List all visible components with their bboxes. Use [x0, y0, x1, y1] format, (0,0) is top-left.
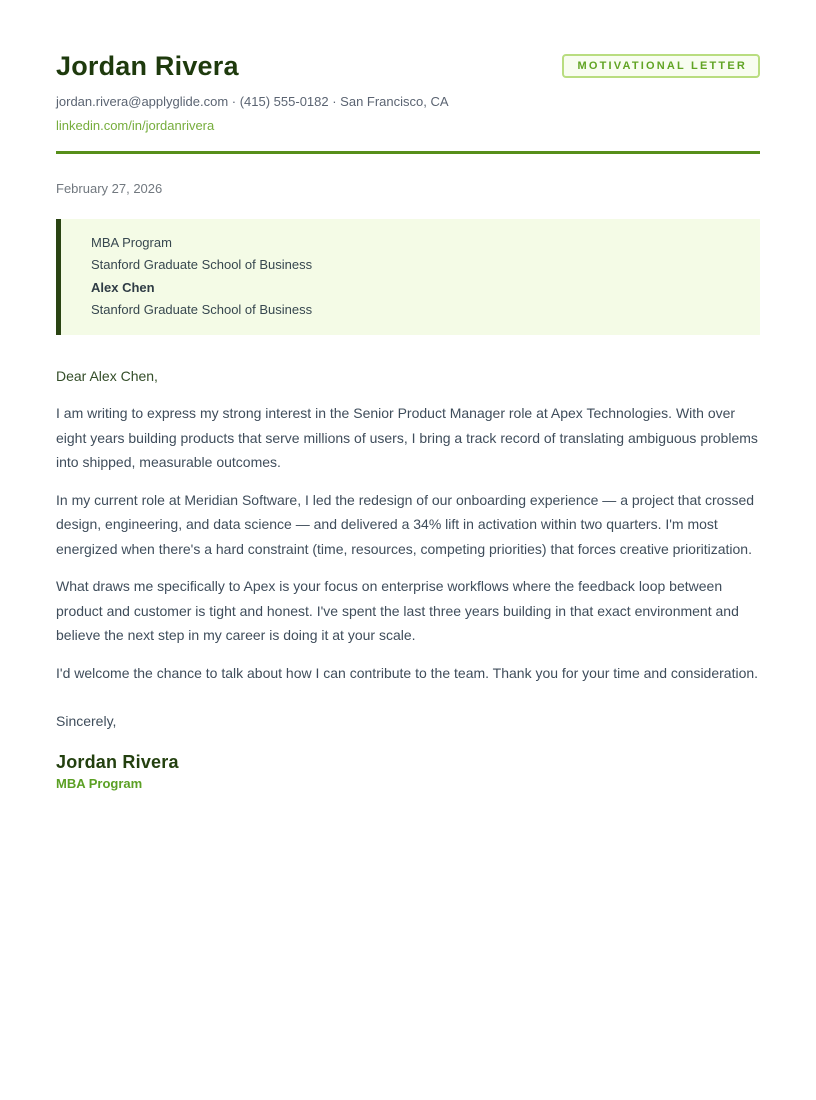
body-paragraph: I am writing to express my strong interest in the Senior Product Manager role at Apex Technologies. With over eight years building products that serve millions of users, I bring a track record of translating ambiguous problems into shipped, measurable outcomes.	[56, 405, 758, 471]
letter-date: February 27, 2026	[56, 180, 163, 196]
signature-name: Jordan Rivera	[56, 752, 179, 773]
closing: Sincerely,	[56, 713, 117, 730]
header-divider	[56, 151, 760, 154]
linkedin-link[interactable]: linkedin.com/in/jordanrivera	[56, 117, 215, 133]
body-paragraph: I'd welcome the chance to talk about how I can contribute to the team. Thank you for your time and consideration.	[56, 664, 759, 681]
contact-info: jordan.rivera@applyglide.com · (415) 555-0182 · San Francisco, CA	[56, 93, 449, 109]
page-title: Jordan Rivera	[56, 51, 239, 81]
signature-title: MBA Program	[56, 776, 143, 792]
body-paragraph: In my current role at Meridian Software, I led the redesign of our onboarding experience — a project that crossed design, engineering, and data science — and delivered a 34% lift in activation within two quarters. I'm most energized when there's a hard constraint (time, resources, competing priorities) that forces creative prioritization.	[56, 491, 755, 557]
recipient-program: MBA Program	[91, 234, 172, 250]
salutation: Dear Alex Chen,	[56, 367, 158, 384]
recipient-school: Stanford Graduate School of Business	[91, 302, 313, 318]
recipient-school: Stanford Graduate School of Business	[91, 257, 313, 273]
document-type-badge: MOTIVATIONAL LETTER	[562, 54, 760, 78]
recipient-name: Alex Chen	[91, 279, 155, 295]
letter-header	[56, 52, 760, 82]
body-paragraph: What draws me specifically to Apex is your focus on enterprise workflows where the feedback loop between product and customer is tight and honest. I've spent the last three years building in that exact environment and believe the next step in my career is doing it at your scale.	[56, 578, 739, 644]
recipient-block	[56, 219, 760, 335]
